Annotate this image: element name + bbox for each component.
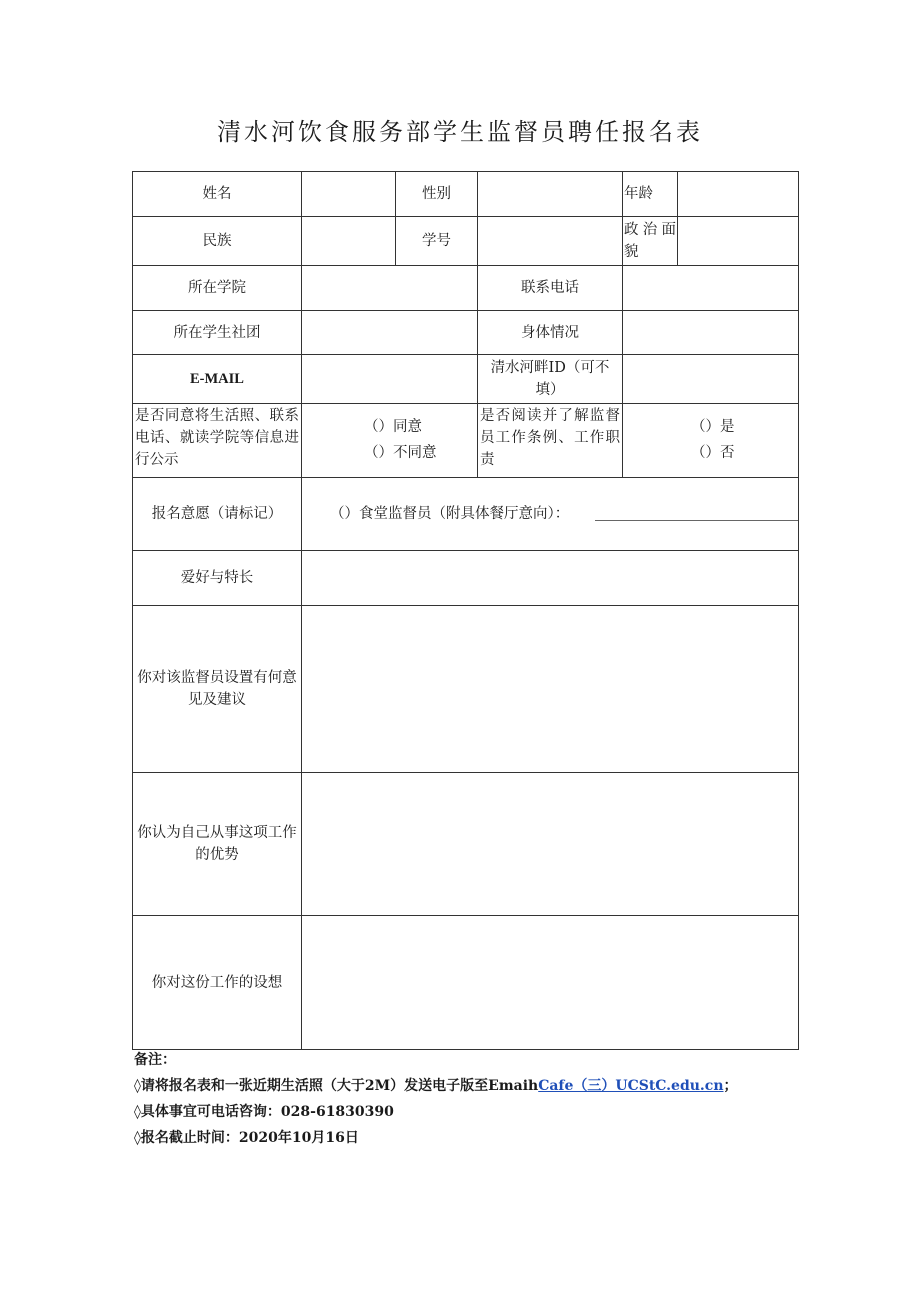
- form-title: 清水河饮食服务部学生监督员聘任报名表: [217, 118, 703, 146]
- health-label: 身体情况: [521, 324, 579, 341]
- student-id-field[interactable]: [478, 217, 622, 265]
- disagree-option[interactable]: （）不同意: [364, 445, 437, 461]
- read-options: [623, 404, 798, 477]
- student-id-label: 学号: [422, 233, 451, 249]
- yes-option[interactable]: （）是: [691, 419, 735, 435]
- college-field[interactable]: [302, 266, 477, 310]
- hobby-label: 爱好与特长: [180, 570, 254, 586]
- name-field[interactable]: [302, 172, 395, 216]
- plan-label: 你对这份工作的设想: [151, 974, 283, 991]
- notes-email-suffix: ；: [723, 1078, 738, 1094]
- club-field[interactable]: [302, 311, 477, 354]
- club-label: 所在学生社团: [173, 324, 261, 341]
- no-option[interactable]: （）否: [691, 445, 735, 461]
- political-status-field[interactable]: [678, 217, 798, 265]
- age-field[interactable]: [678, 172, 798, 216]
- notes-line-email: [134, 1073, 738, 1099]
- ethnicity-label: 民族: [202, 233, 232, 249]
- qsh-id-label: 清水河畔ID（可不填）: [490, 360, 610, 398]
- read-question: 是否阅读并了解监督员工作条例、工作职责: [480, 408, 620, 468]
- advantage-field[interactable]: [302, 773, 798, 915]
- college-label: 所在学院: [188, 280, 246, 296]
- plan-field[interactable]: [302, 916, 798, 1049]
- notes-heading: 备注：: [134, 1052, 176, 1068]
- intent-label: 报名意愿（请标记）: [151, 506, 283, 522]
- publicity-options: [302, 404, 477, 477]
- suggestion-field[interactable]: [302, 606, 798, 772]
- qsh-id-field[interactable]: [623, 355, 798, 403]
- canteen-intent-field[interactable]: [596, 500, 798, 520]
- political-status-label: 政治面貌: [624, 222, 676, 260]
- name-label: 姓名: [202, 186, 232, 202]
- publicity-question: 是否同意将生活照、联系电话、就读学院等信息进行公示: [135, 408, 299, 468]
- health-field[interactable]: [623, 311, 798, 354]
- age-label: 年龄: [624, 186, 653, 202]
- email-label: E-MAIL: [190, 371, 244, 387]
- gender-label: 性别: [422, 186, 451, 202]
- suggestion-label: 你对该监督员设置有何意见及建议: [137, 670, 297, 708]
- notes-email-text: ◊请将报名表和一张近期生活照（大于2M）发送电子版至Emaih: [134, 1078, 539, 1094]
- notes-email-link[interactable]: Cafe（三）UCStC.edu.cn: [538, 1078, 724, 1094]
- phone-label: 联系电话: [521, 280, 579, 296]
- notes-line-phone: ◊具体事宜可电话咨询：028-61830390: [134, 1104, 394, 1120]
- agree-option[interactable]: （）同意: [364, 419, 422, 435]
- ethnicity-field[interactable]: [302, 217, 395, 265]
- phone-field[interactable]: [623, 266, 798, 310]
- gender-field[interactable]: [478, 172, 622, 216]
- hobby-field[interactable]: [302, 551, 798, 605]
- advantage-label: 你认为自己从事这项工作的优势: [137, 825, 297, 863]
- canteen-intent-option[interactable]: （）食堂监督员（附具体餐厅意向）：: [330, 506, 570, 522]
- notes-line-deadline: ◊报名截止时间：2020年10月16日: [134, 1130, 359, 1146]
- email-field[interactable]: [302, 355, 477, 403]
